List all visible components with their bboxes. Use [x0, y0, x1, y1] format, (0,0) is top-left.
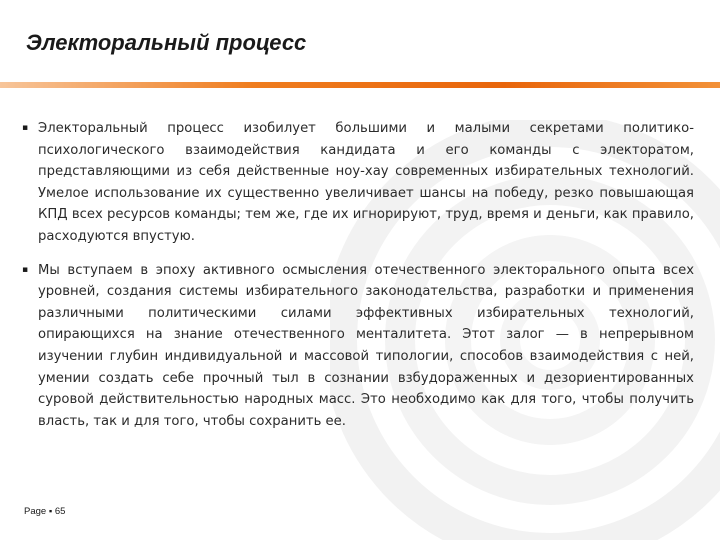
accent-divider — [0, 82, 720, 88]
bullet-text-1: Электоральный процесс изобилует большими и малыми секретами политико-психологического взаимодействия кандидата и его команды с электоратом, представляющими из себя действенные ноу-хау современных избирательных технологий. Умелое использование их существенно увеличивает шансы на победу, резко повышающая КПД всех ресурсов команды; тем же, где их игнорируют, труд, время и деньги, как правило, расходуются впустую. — [38, 121, 694, 244]
bullet-paragraph-2 — [22, 260, 694, 433]
page-number: 65 — [54, 506, 66, 517]
bullet-paragraph-1 — [22, 118, 694, 248]
page-footer — [24, 506, 65, 517]
bullet-text-2: Мы вступаем в эпоху активного осмысления отечественного электорального опыта всех уровней, создания системы избирательного законодательства, разработки и применения различными политическими силами эффективных избирательных технологий, опирающихся на знание отечественного менталитета. Этот залог — в непрерывном изучении глубин индивидуальной и массовой типологии, способов взаимодействия с ней, умении создать себе прочный тыл в сознании взбудораженных и дезориентированных суровой действительностью народных масс. Это необходимо как для того, чтобы получить власть, так и для того, чтобы сохранить ее. — [38, 262, 694, 429]
page-separator: ▪ — [48, 506, 53, 517]
slide-title: Электоральный процесс — [26, 30, 307, 55]
slide-content — [22, 118, 694, 444]
bullet-marker-icon: ▪ — [22, 264, 29, 275]
bullet-marker-icon: ▪ — [22, 123, 29, 133]
page-label: Page — [24, 506, 47, 517]
